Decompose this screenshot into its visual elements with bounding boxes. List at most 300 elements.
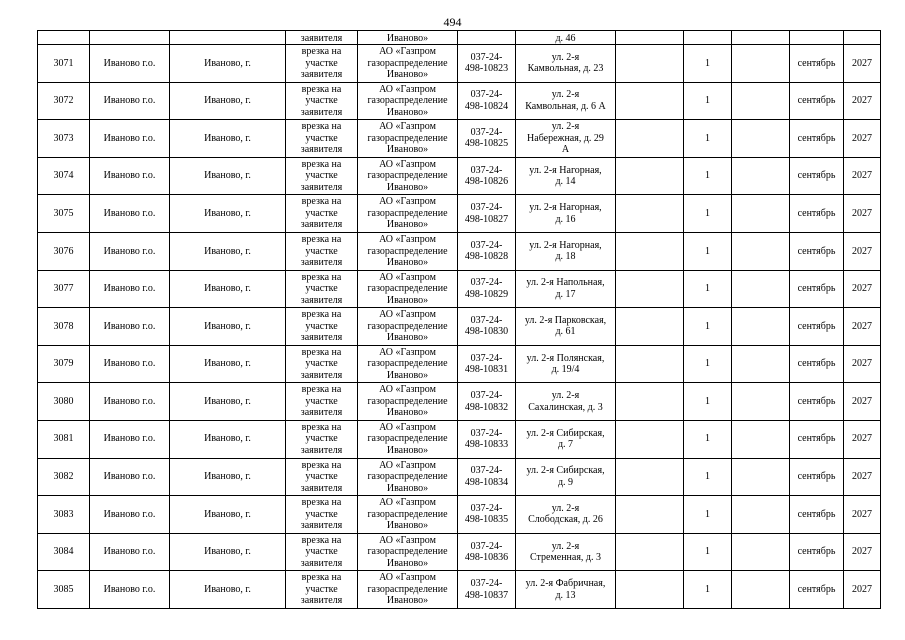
cell-org xyxy=(358,45,458,83)
cell-city: Иваново, г. xyxy=(170,195,286,233)
cell-address-line: ул. 2-я Нагорная, xyxy=(529,164,602,176)
cell-code xyxy=(458,232,516,270)
cell-address-line: ул. 2-я Нагорная, xyxy=(529,239,602,251)
cell-type-line: участке xyxy=(305,283,338,295)
cell-address-line: ул. 2-я Фабричная, xyxy=(525,578,606,590)
cell-city: Иваново, г. xyxy=(170,157,286,195)
cell-code-line: 498-10829 xyxy=(464,288,509,300)
cell-empty xyxy=(732,157,790,195)
cell-city: Иваново, г. xyxy=(170,383,286,421)
cell-year: 2027 xyxy=(844,345,881,383)
cell-code xyxy=(458,345,516,383)
cell-code-line: 498-10831 xyxy=(464,364,509,376)
table-body xyxy=(38,31,881,609)
cell-month: сентябрь xyxy=(790,496,844,534)
cell-address-line: Набережная, д. 29 xyxy=(527,132,604,144)
cell-type-line: заявителя xyxy=(300,144,343,156)
cell-type xyxy=(286,383,358,421)
table-row xyxy=(38,232,881,270)
cell-year: 2027 xyxy=(844,383,881,421)
cell-qty: 1 xyxy=(684,232,732,270)
cell-org-line: АО «Газпром xyxy=(379,534,436,546)
cell-qty xyxy=(684,31,732,45)
cell-city: Иваново, г. xyxy=(170,533,286,571)
cell-city: Иваново, г. xyxy=(170,232,286,270)
cell-org-line: АО «Газпром xyxy=(379,83,436,95)
cell-qty: 1 xyxy=(684,45,732,83)
cell-qty: 1 xyxy=(684,308,732,346)
cell-type xyxy=(286,420,358,458)
cell-city: Иваново, г. xyxy=(170,82,286,120)
cell-code-line: 498-10837 xyxy=(464,589,509,601)
cell-address xyxy=(516,345,616,383)
cell-type-line: врезка на xyxy=(301,271,342,283)
cell-type-line: участке xyxy=(305,170,338,182)
cell-code-line: 037-24- xyxy=(470,502,503,514)
cell-address-line: ул. 2-я Напольная, xyxy=(526,277,605,289)
cell-address xyxy=(516,232,616,270)
cell-num: 3075 xyxy=(38,195,90,233)
cell-org-line: газораспределение xyxy=(367,395,448,407)
cell-year: 2027 xyxy=(844,571,881,609)
cell-code xyxy=(458,45,516,83)
cell-district: Иваново г.о. xyxy=(90,232,170,270)
cell-num: 3083 xyxy=(38,496,90,534)
cell-city xyxy=(170,31,286,45)
cell-empty xyxy=(732,82,790,120)
cell-num: 3085 xyxy=(38,571,90,609)
cell-type-line: участке xyxy=(305,245,338,257)
cell-org-line: АО «Газпром xyxy=(379,46,436,58)
cell-district: Иваново г.о. xyxy=(90,45,170,83)
cell-org xyxy=(358,496,458,534)
cell-address xyxy=(516,496,616,534)
cell-type-line: врезка на xyxy=(301,384,342,396)
cell-year: 2027 xyxy=(844,45,881,83)
cell-org xyxy=(358,308,458,346)
cell-district: Иваново г.о. xyxy=(90,120,170,158)
cell-empty xyxy=(616,496,684,534)
cell-type-line: заявителя xyxy=(300,520,343,532)
cell-org: Иваново» xyxy=(358,31,458,45)
cell-code xyxy=(458,31,516,45)
cell-org-line: АО «Газпром xyxy=(379,346,436,358)
cell-code-line: 498-10830 xyxy=(464,326,509,338)
cell-district: Иваново г.о. xyxy=(90,157,170,195)
cell-year: 2027 xyxy=(844,496,881,534)
cell-district: Иваново г.о. xyxy=(90,496,170,534)
cell-empty xyxy=(732,308,790,346)
cell-code xyxy=(458,420,516,458)
cell-type xyxy=(286,270,358,308)
cell-num: 3082 xyxy=(38,458,90,496)
cell-code-line: 037-24- xyxy=(470,352,503,364)
cell-address-line: Камвольная, д. 23 xyxy=(527,63,604,75)
cell-org-line: АО «Газпром xyxy=(379,234,436,246)
cell-month: сентябрь xyxy=(790,383,844,421)
cell-address-line: д. 61 xyxy=(555,326,576,338)
cell-code-line: 037-24- xyxy=(470,239,503,251)
cell-org-line: АО «Газпром xyxy=(379,572,436,584)
cell-code xyxy=(458,270,516,308)
cell-org xyxy=(358,82,458,120)
cell-address xyxy=(516,308,616,346)
cell-month: сентябрь xyxy=(790,195,844,233)
cell-code-line: 037-24- xyxy=(470,202,503,214)
cell-empty xyxy=(616,383,684,421)
cell-empty xyxy=(616,120,684,158)
cell-address xyxy=(516,45,616,83)
cell-address-line: ул. 2-я Нагорная, xyxy=(529,202,602,214)
cell-address xyxy=(516,120,616,158)
cell-empty xyxy=(616,45,684,83)
cell-type-line: врезка на xyxy=(301,46,342,58)
cell-year: 2027 xyxy=(844,157,881,195)
table-row xyxy=(38,345,881,383)
table-row xyxy=(38,496,881,534)
cell-org xyxy=(358,571,458,609)
cell-district: Иваново г.о. xyxy=(90,533,170,571)
cell-org-line: газораспределение xyxy=(367,546,448,558)
cell-year: 2027 xyxy=(844,270,881,308)
cell-org xyxy=(358,383,458,421)
cell-empty xyxy=(732,496,790,534)
cell-address-line: д. 16 xyxy=(555,213,576,225)
cell-org-line: Иваново» xyxy=(386,595,429,607)
cell-code-line: 498-10823 xyxy=(464,63,509,75)
cell-org-line: Иваново» xyxy=(386,557,429,569)
cell-code-line: 037-24- xyxy=(470,164,503,176)
cell-type xyxy=(286,308,358,346)
cell-type-line: врезка на xyxy=(301,497,342,509)
cell-org-line: газораспределение xyxy=(367,132,448,144)
cell-month: сентябрь xyxy=(790,270,844,308)
cell-month: сентябрь xyxy=(790,82,844,120)
cell-address xyxy=(516,82,616,120)
table-row xyxy=(38,571,881,609)
cell-empty xyxy=(732,232,790,270)
cell-type-line: врезка на xyxy=(301,572,342,584)
cell-month: сентябрь xyxy=(790,232,844,270)
cell-org-line: АО «Газпром xyxy=(379,196,436,208)
cell-qty: 1 xyxy=(684,270,732,308)
cell-type-line: врезка на xyxy=(301,421,342,433)
cell-type xyxy=(286,533,358,571)
table-row xyxy=(38,533,881,571)
cell-month: сентябрь xyxy=(790,571,844,609)
cell-code-line: 037-24- xyxy=(470,578,503,590)
cell-type-line: заявителя xyxy=(300,257,343,269)
cell-address-line: ул. 2-я Сибирская, xyxy=(526,427,605,439)
cell-address xyxy=(516,458,616,496)
cell-type-line: врезка на xyxy=(301,534,342,546)
cell-address-line: Сахалинская, д. 3 xyxy=(528,401,603,413)
cell-city: Иваново, г. xyxy=(170,496,286,534)
cell-type-line: заявителя xyxy=(300,557,343,569)
cell-address-line: д. 7 xyxy=(557,439,574,451)
cell-code xyxy=(458,195,516,233)
cell-year: 2027 xyxy=(844,232,881,270)
cell-empty xyxy=(616,195,684,233)
cell-empty xyxy=(732,533,790,571)
cell-type-line: участке xyxy=(305,395,338,407)
cell-org xyxy=(358,345,458,383)
cell-org-line: газораспределение xyxy=(367,207,448,219)
cell-empty xyxy=(616,571,684,609)
cell-type-line: врезка на xyxy=(301,158,342,170)
cell-org-line: АО «Газпром xyxy=(379,421,436,433)
cell-empty xyxy=(732,31,790,45)
cell-type-line: заявителя xyxy=(300,106,343,118)
cell-type xyxy=(286,232,358,270)
cell-month: сентябрь xyxy=(790,45,844,83)
cell-address-line: А xyxy=(561,144,570,156)
cell-code-line: 037-24- xyxy=(470,465,503,477)
cell-code-line: 498-10825 xyxy=(464,138,509,150)
cell-num: 3076 xyxy=(38,232,90,270)
cell-year: 2027 xyxy=(844,82,881,120)
cell-type-line: врезка на xyxy=(301,83,342,95)
cell-type-line: заявителя xyxy=(300,444,343,456)
cell-month: сентябрь xyxy=(790,458,844,496)
cell-type-line: заявителя xyxy=(300,482,343,494)
cell-district: Иваново г.о. xyxy=(90,270,170,308)
cell-code-line: 498-10824 xyxy=(464,100,509,112)
cell-empty xyxy=(616,270,684,308)
cell-org-line: газораспределение xyxy=(367,283,448,295)
cell-month: сентябрь xyxy=(790,420,844,458)
cell-type-line: участке xyxy=(305,583,338,595)
cell-qty: 1 xyxy=(684,383,732,421)
cell-type-line: врезка на xyxy=(301,234,342,246)
cell-address-line: ул. 2-я xyxy=(551,390,580,402)
cell-district: Иваново г.о. xyxy=(90,458,170,496)
cell-empty xyxy=(732,571,790,609)
cell-num: 3072 xyxy=(38,82,90,120)
cell-address-line: ул. 2-я Парковская, xyxy=(524,314,607,326)
cell-type xyxy=(286,45,358,83)
cell-code xyxy=(458,571,516,609)
table-row xyxy=(38,308,881,346)
cell-type-line: участке xyxy=(305,132,338,144)
cell-type xyxy=(286,496,358,534)
cell-address xyxy=(516,270,616,308)
cell-year: 2027 xyxy=(844,458,881,496)
cell-address-line: ул. 2-я xyxy=(551,89,580,101)
cell-num: 3071 xyxy=(38,45,90,83)
cell-org-line: Иваново» xyxy=(386,520,429,532)
cell-type-line: участке xyxy=(305,433,338,445)
cell-org-line: газораспределение xyxy=(367,245,448,257)
table-row xyxy=(38,120,881,158)
cell-empty xyxy=(732,120,790,158)
cell-empty xyxy=(616,345,684,383)
cell-type-line: участке xyxy=(305,471,338,483)
table-row xyxy=(38,82,881,120)
cell-org-line: Иваново» xyxy=(386,219,429,231)
table-row xyxy=(38,195,881,233)
cell-empty xyxy=(616,420,684,458)
cell-type xyxy=(286,345,358,383)
cell-num: 3080 xyxy=(38,383,90,421)
cell-type-line: заявителя xyxy=(300,219,343,231)
table-row xyxy=(38,157,881,195)
cell-address xyxy=(516,533,616,571)
cell-org xyxy=(358,270,458,308)
cell-empty xyxy=(732,45,790,83)
cell-num: 3081 xyxy=(38,420,90,458)
cell-district xyxy=(90,31,170,45)
cell-code xyxy=(458,82,516,120)
cell-type-line: участке xyxy=(305,57,338,69)
cell-code-line: 037-24- xyxy=(470,314,503,326)
cell-org-line: Иваново» xyxy=(386,144,429,156)
cell-type: заявителя xyxy=(286,31,358,45)
gas-connection-table xyxy=(37,30,881,609)
cell-city: Иваново, г. xyxy=(170,120,286,158)
cell-empty xyxy=(732,383,790,421)
cell-org-line: Иваново» xyxy=(386,69,429,81)
cell-empty xyxy=(732,420,790,458)
cell-type-line: заявителя xyxy=(300,294,343,306)
cell-code-line: 498-10836 xyxy=(464,552,509,564)
cell-qty: 1 xyxy=(684,533,732,571)
cell-type xyxy=(286,458,358,496)
cell-qty: 1 xyxy=(684,120,732,158)
cell-address-line: ул. 2-я xyxy=(551,51,580,63)
cell-type xyxy=(286,571,358,609)
cell-code-line: 037-24- xyxy=(470,427,503,439)
cell-org xyxy=(358,120,458,158)
cell-address-line: д. 9 xyxy=(557,476,574,488)
cell-qty: 1 xyxy=(684,571,732,609)
cell-address-line: ул. 2-я xyxy=(551,121,580,133)
cell-org-line: Иваново» xyxy=(386,482,429,494)
cell-org-line: Иваново» xyxy=(386,106,429,118)
cell-code-line: 037-24- xyxy=(470,51,503,63)
cell-org xyxy=(358,195,458,233)
cell-empty xyxy=(732,270,790,308)
cell-org-line: газораспределение xyxy=(367,508,448,520)
cell-org-line: Иваново» xyxy=(386,332,429,344)
cell-org xyxy=(358,157,458,195)
cell-type-line: заявителя xyxy=(300,332,343,344)
cell-address-line: Стременная, д. 3 xyxy=(529,552,602,564)
cell-org-line: АО «Газпром xyxy=(379,271,436,283)
cell-type-line: участке xyxy=(305,95,338,107)
page-number: 494 xyxy=(443,15,462,29)
cell-type-line: участке xyxy=(305,546,338,558)
cell-code-line: 037-24- xyxy=(470,390,503,402)
cell-type-line: врезка на xyxy=(301,346,342,358)
cell-num: 3074 xyxy=(38,157,90,195)
cell-type xyxy=(286,195,358,233)
cell-month: сентябрь xyxy=(790,308,844,346)
cell-num: 3078 xyxy=(38,308,90,346)
cell-org-line: Иваново» xyxy=(386,369,429,381)
cell-code-line: 498-10826 xyxy=(464,176,509,188)
cell-org-line: газораспределение xyxy=(367,57,448,69)
cell-year: 2027 xyxy=(844,533,881,571)
cell-org-line: газораспределение xyxy=(367,170,448,182)
cell-org-line: АО «Газпром xyxy=(379,384,436,396)
cell-district: Иваново г.о. xyxy=(90,345,170,383)
cell-type-line: заявителя xyxy=(300,369,343,381)
cell-org-line: АО «Газпром xyxy=(379,121,436,133)
cell-code-line: 498-10834 xyxy=(464,476,509,488)
cell-org-line: АО «Газпром xyxy=(379,497,436,509)
cell-address-line: Слободская, д. 26 xyxy=(528,514,603,526)
cell-org-line: газораспределение xyxy=(367,471,448,483)
cell-org-line: газораспределение xyxy=(367,358,448,370)
cell-city: Иваново, г. xyxy=(170,420,286,458)
cell-qty: 1 xyxy=(684,345,732,383)
cell-type xyxy=(286,120,358,158)
table-row xyxy=(38,270,881,308)
cell-num: 3084 xyxy=(38,533,90,571)
cell-org-line: Иваново» xyxy=(386,294,429,306)
cell-type xyxy=(286,157,358,195)
table-row xyxy=(38,383,881,421)
cell-qty: 1 xyxy=(684,496,732,534)
cell-address-line: д. 13 xyxy=(555,589,576,601)
cell-empty xyxy=(616,308,684,346)
cell-code-line: 498-10833 xyxy=(464,439,509,451)
cell-year xyxy=(844,31,881,45)
cell-num: 3079 xyxy=(38,345,90,383)
cell-code xyxy=(458,533,516,571)
table-row xyxy=(38,458,881,496)
cell-address-line: Камвольная, д. 6 А xyxy=(525,100,606,112)
cell-address-line: д. 18 xyxy=(555,251,576,263)
cell-type-line: заявителя xyxy=(300,407,343,419)
cell-district: Иваново г.о. xyxy=(90,82,170,120)
cell-code-line: 498-10828 xyxy=(464,251,509,263)
table-row-continued xyxy=(38,31,881,45)
cell-code-line: 498-10835 xyxy=(464,514,509,526)
cell-empty xyxy=(732,458,790,496)
cell-empty xyxy=(616,31,684,45)
cell-month xyxy=(790,31,844,45)
cell-address: д. 46 xyxy=(516,31,616,45)
cell-district: Иваново г.о. xyxy=(90,420,170,458)
cell-org-line: газораспределение xyxy=(367,95,448,107)
cell-address xyxy=(516,383,616,421)
cell-month: сентябрь xyxy=(790,533,844,571)
cell-qty: 1 xyxy=(684,195,732,233)
cell-code-line: 037-24- xyxy=(470,126,503,138)
cell-city: Иваново, г. xyxy=(170,571,286,609)
cell-code xyxy=(458,157,516,195)
cell-year: 2027 xyxy=(844,195,881,233)
cell-empty xyxy=(732,195,790,233)
cell-num: 3073 xyxy=(38,120,90,158)
cell-year: 2027 xyxy=(844,420,881,458)
cell-city: Иваново, г. xyxy=(170,458,286,496)
cell-org xyxy=(358,232,458,270)
cell-org-line: АО «Газпром xyxy=(379,309,436,321)
cell-address-line: ул. 2-я xyxy=(551,502,580,514)
cell-code-line: 037-24- xyxy=(470,89,503,101)
cell-code-line: 037-24- xyxy=(470,540,503,552)
cell-code-line: 498-10832 xyxy=(464,401,509,413)
cell-qty: 1 xyxy=(684,157,732,195)
cell-district: Иваново г.о. xyxy=(90,383,170,421)
cell-address-line: ул. 2-я xyxy=(551,540,580,552)
cell-type-line: заявителя xyxy=(300,595,343,607)
cell-type-line: заявителя xyxy=(300,69,343,81)
table-row xyxy=(38,45,881,83)
